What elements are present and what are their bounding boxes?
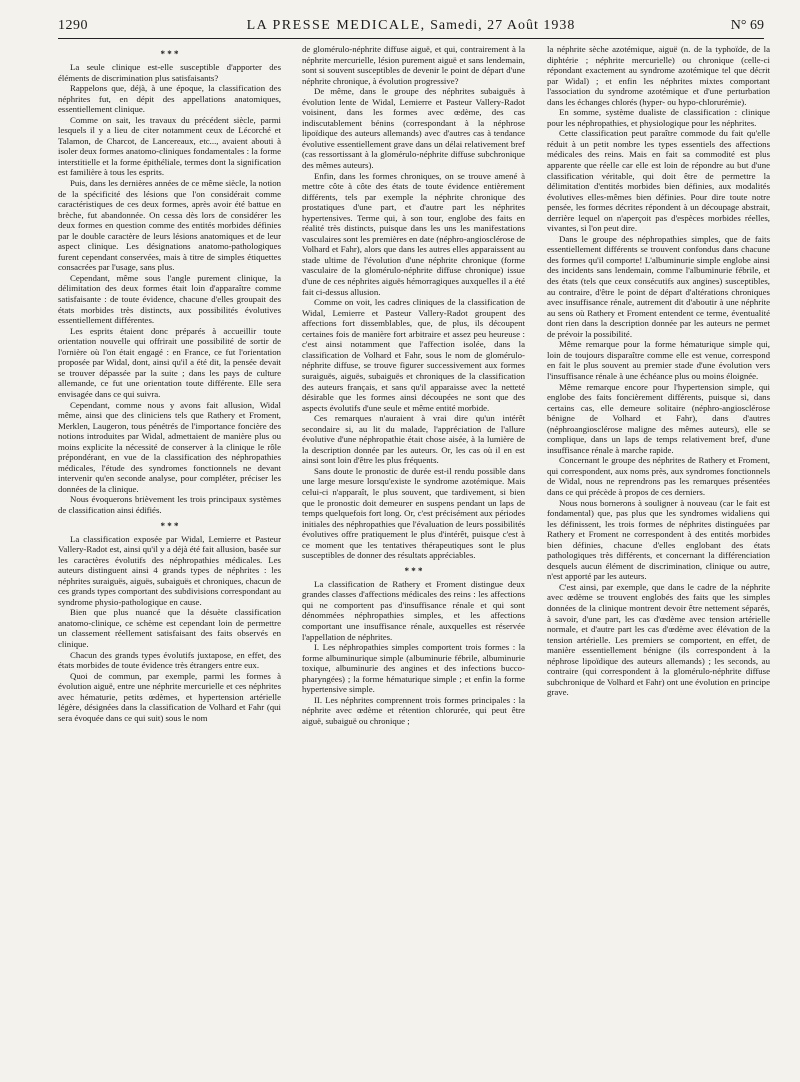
paragraph: Sans doute le pronostic de durée est-il rendu possible dans une large mesure lorsqu'existe le syndrome azotémique. Mais celui-ci n'apparaît, le plus souvent, que tardivement, si bien que le pronostic doit demeurer en suspens pendant un laps de temps quelquefois fort long. Or, c'est précisément aux périodes initiales des néphropathies que l'évaluation de leurs possibilités évolutives offre pratiquement le plus d'intérêt, puisque c'est à ce moment que les tentatives thérapeutiques sont le plus susceptibles de donner des résultats appréciables. — [302, 465, 525, 561]
paragraph: Même remarque pour la forme hématurique simple qui, loin de toujours disparaître comme elle est venue, correspond en fait le plus souvent au premier stade d'une évolution vers l'insuffisance rénale à une échéance plus ou moins éloignée. — [547, 339, 770, 381]
paragraph: C'est ainsi, par exemple, que dans le cadre de la néphrite avec œdème se trouvent englobés des faits que les simples données de la clinique montrent devoir être nettement séparés, à savoir, d'une part, les cas d'œdème avec tension artérielle normale, et d'autre part les cas d'œdème avec élévation de la tension artérielle. Les premiers se comportent, en effet, de manière essentiellement bénigne (ils correspondent à la néphrose lipoïdique des auteurs allemands) ; les seconds, au contraire (qui correspondent à la glomérulo-néphrite diffuse subchronique de Volhard et Fahr) ont une évolution en principe grave. — [547, 581, 770, 698]
paragraph: La classification exposée par Widal, Lemierre et Pasteur Vallery-Radot est, ainsi qu'il y a déjà été fait allusion, basée sur les caractères évolutifs des néphropathies médicales. Les auteurs distinguent ainsi 4 grands types de néphrites : les néphrites suraiguës, aiguës, subaiguës et chroniques, chacun de ces grands types comportant des subdivisions correspondant au syndrome physio-pathologique en cause. — [58, 533, 281, 607]
paragraph: Dans le groupe des néphropathies simples, que de faits essentiellement différents se trouvent confondus dans chacune des formes qu'il comporte! L'albuminurie simple englobe ainsi des incidents sans lendemain, comme l'albuminurie fébrile, et des états (tels que ceux consécutifs aux angines) susceptibles, au contraire, d'être le point de départ d'altérations chroniques avec insuffisance rénale, autrement dit d'aboutir à une néphrite au sens où Rathery et Froment entendent ce terme, éventualité dont rien dans la description donnée par les auteurs ne permet de prévoir la possibilité. — [547, 233, 770, 339]
paragraph: Puis, dans les dernières années de ce même siècle, la notion de la spécificité des lésions que l'on considérait comme caractéristiques de ces deux formes, après avoir été battue en brèche, fut abandonnée. On cessa dès lors de considérer les deux formes en question comme des entités morbides définies par le double caractère de leurs lésions anatomiques et de leur aspect clinique. Les désignations anatomo-pathologiques furent cependant conservées, mais à titre de simples étiquettes consacrées par l'usage, sans plus. — [58, 178, 281, 273]
section-separator — [58, 522, 281, 530]
paragraph: Même remarque encore pour l'hypertension simple, qui englobe des faits foncièrement différents, puisque si, dans certains cas, elle demeure solitaire (néphro-angiosclérose bénigne de Volhard et Fahr), dans d'autres (néphroangiosclérose maligne des mêmes auteurs), elle se complique, dans un laps de temps relativement bref, d'une insuffisance rénale à marche rapide. — [547, 381, 770, 455]
column-1 — [58, 44, 281, 1074]
paragraph: II. Les néphrites comprennent trois formes principales : la néphrite avec œdème et rétention chlorurée, qui peut être aiguë, subaiguë ou chronique ; — [302, 694, 525, 726]
paragraph: Cependant, comme nous y avons fait allusion, Widal même, ainsi que des cliniciens tels que Rathery et Froment, Merklen, Laugeron, tous pénétrés de l'importance foncière des notions introduites par Widal, admettaient de manière plus ou moins explicite la nécessité de conserver à la clinique le rôle prépondérant, en vue de la classification des néphropathies médicales, l'étude des syndromes fonctionnels ne devant intervenir qu'en seconde analyse, pour compléter, préciser les données de la clinique. — [58, 399, 281, 494]
column-3 — [547, 44, 770, 1074]
paragraph: Comme on sait, les travaux du précédent siècle, parmi lesquels il y a lieu de citer notamment ceux de Lécorché et Talamon, de Charcot, de Lancereaux, etc..., avaient abouti à isoler deux formes anatomo-cliniques fondamentales : la forme interstitielle et la forme épithéliale, termes dont la signification est familière à tous les esprits. — [58, 114, 281, 178]
paragraph: Nous évoquerons brièvement les trois principaux systèmes de classification ainsi édifiés. — [58, 494, 281, 515]
article-body — [58, 44, 770, 1074]
paragraph: Bien que plus nuancé que la désuète classification anatomo-clinique, ce schème est cependant loin de permettre un classement réellement satisfaisant des faits observés en clinique. — [58, 607, 281, 649]
paragraph: La classification de Rathery et Froment distingue deux grandes classes d'affections médicales des reins : les affections qui ne comportent pas d'insuffisance rénale et qui sont dénommées néphropathies simples, et les affections comportant une insuffisance rénale, auxquelles est réservée l'appellation de néphrites. — [302, 578, 525, 642]
separator-text: * * * — [160, 49, 179, 59]
paragraph: Ces remarques n'auraient à vrai dire qu'un intérêt secondaire si, au lit du malade, l'appréciation de l'allure évolutive d'une néphropathie était chose aisée, à la lumière de la description donnée par les auteurs. Or, les cas où il en est ainsi sont loin d'être les plus fréquents. — [302, 413, 525, 466]
paragraph: la néphrite sèche azotémique, aiguë (n. de la typhoïde, de la diphtérie ; néphrite mercurielle) ou chronique (celle-ci répondant exactement au syndrome azotémique tel que décrit par Widal) ; et enfin les néphrites mixtes comportant l'association du syndrome azotémique et d'une perturbation dans les échanges chlorés (hyper- ou hypo-chlorurémie). — [547, 44, 770, 107]
paragraph: de glomérulo-néphrite diffuse aiguë, et qui, contrairement à la néphrite mercurielle, lésion purement aiguë et sans lendemain, sont si souvent susceptibles de devenir le point de départ d'une néphrite chronique, à évolution progressive? — [302, 44, 525, 86]
paragraph: Les esprits étaient donc préparés à accueillir toute orientation nouvelle qui offrirait une possibilité de sortir de l'ornière où l'on était engagé : en France, ce fut l'orientation proposée par Widal, dont, ainsi qu'il a été dit, la pensée devait se trouver dépassée par la suite ; dans les pays de culture allemande, ce fut une orientation toute différente. Elle sera envisagée dans ce qui suivra. — [58, 325, 281, 399]
paragraph: Quoi de commun, par exemple, parmi les formes à évolution aiguë, entre une néphrite mercurielle et ces néphrites avec hématurie, petits œdèmes, et hypertension artérielle légère, désignées dans la classification de Volhard et Fahr (qui sera évoquée dans ce qui suit) sous le nom — [58, 670, 281, 723]
column-2 — [302, 44, 525, 1074]
paragraph: Enfin, dans les formes chroniques, on se trouve amené à mettre côte à côte des états de toute évidence entièrement différents, tels par exemple la néphrite chronique des prostatiques d'une part, et d'autre part les néphrites hypertensives. Terme qui, à son tour, englobe des faits en réalité très distincts, puisque dans les uns les manifestations vasculaires sont les premières en date (néphro-angiosclérose de Volhard et Fahr), alors que dans les autres elles apparaissent au stade ultime de l'évolution d'une néphrite chronique (forme vasculaire de la glomérulo-néphrite diffuse chronique) issue d'une de ces néphrites aiguës hémorragiques auxquelles il a été fait ci-dessus allusion. — [302, 170, 525, 297]
paragraph: I. Les néphropathies simples comportent trois formes : la forme albuminurique simple (albuminurie fébrile, albuminurie toxique, albuminurie des angines et des infections bucco-pharyngées) ; la forme hématurique simple ; et enfin la forme hypertensive simple. — [302, 642, 525, 695]
paragraph: De même, dans le groupe des néphrites subaiguës à évolution lente de Widal, Lemierre et Pasteur Vallery-Radot voisinent, dans les formes avec œdème, des cas indiscutablement bénins (correspondant à la néphrose lipoïdique des auteurs allemands) avec d'autres cas à tendance évolutive essentiellement grave dans un délai relativement bref (cas ressortissant à la glomérulo-néphrite diffuse subchronique des mêmes auteurs). — [302, 86, 525, 171]
section-separator — [58, 50, 281, 58]
paragraph: Nous nous bornerons à souligner à nouveau (car le fait est fondamental) que, pas plus que les syndromes widaliens qui les définissent, les trois formes de néphrites distinguées par Rathery et Froment ne correspondent à des entités morbides bien définies, chacune d'elles englobant des états pathologiques très différents, et concernant la différenciation desquels aucun élément de discrimination, clinique ou autre, n'est apporté par les auteurs. — [547, 497, 770, 582]
page-header — [58, 18, 764, 39]
page-number: 1290 — [58, 18, 88, 33]
journal-title: LA PRESSE MEDICALE, — [246, 18, 426, 33]
paragraph: En somme, système dualiste de classification : clinique pour les néphropathies, et physiologique pour les néphrites. — [547, 107, 770, 128]
paragraph: Cette classification peut paraître commode du fait qu'elle réduit à un petit nombre les types essentiels des affections médicales des reins. Mais en fait sa commodité est plus apparente que réelle car elle est loin de répondre au but d'une classification véritable, qui doit être de permettre la délimitation d'entités morbides bien définies, aux modalités évolutives elles-mêmes bien définies. Pour dire toute notre pensée, les formes décrites répondent à un découpage abstrait, derrière lequel on n'aperçoit pas d'espèces morbides réelles, vivantes, si l'on peut dire. — [547, 128, 770, 234]
paragraph: Cependant, même sous l'angle purement clinique, la délimitation des deux formes était loin d'apparaître comme satisfaisante : de toute évidence, chacune d'elles groupait des états morbides très distincts, aux possibilités évolutives essentiellement différentes. — [58, 272, 281, 326]
paragraph: Chacun des grands types évolutifs juxtapose, en effet, des états morbides de toute évidence très étrangers entre eux. — [58, 649, 281, 671]
paragraph: La seule clinique est-elle susceptible d'apporter des éléments de discrimination plus satisfaisants? — [58, 62, 281, 83]
issue-date: Samedi, 27 Août 1938 — [430, 18, 576, 33]
section-separator — [302, 567, 525, 575]
separator-text: * * * — [160, 520, 179, 531]
paragraph: Concernant le groupe des néphrites de Rathery et Froment, qui correspondent, aux noms près, aux syndromes fonctionnels de Widal, nous ne reprendrons pas les remarques présentées dans ce qui précède à propos de ces derniers. — [547, 455, 770, 497]
paragraph: Rappelons que, déjà, à une époque, la classification des néphrites fut, en dépit des appellations anatomiques, essentiellement clinique. — [58, 83, 281, 115]
issue-number: N° 69 — [730, 18, 764, 33]
paragraph: Comme on voit, les cadres cliniques de la classification de Widal, Lemierre et Pasteur Vallery-Radot groupent des affections fort dissemblables, que, de plus, ils découpent certaines fois de manière fort arbitraire et assez peu heureuse : c'est ainsi notamment que l'affection isolée, dans la classification de Volhard et Fahr, sous le nom de glomérulo-néphrite diffuse, se trouve figurer successivement aux formes suraiguës, aiguës, subaiguës et chroniques de la classification des auteurs français, et sans qu'il apparaisse avec la netteté désirable que les formes ainsi découpées ne sont que des aspects évolutifs d'une seule et même entité morbide. — [302, 297, 525, 413]
separator-text: * * * — [404, 565, 423, 576]
